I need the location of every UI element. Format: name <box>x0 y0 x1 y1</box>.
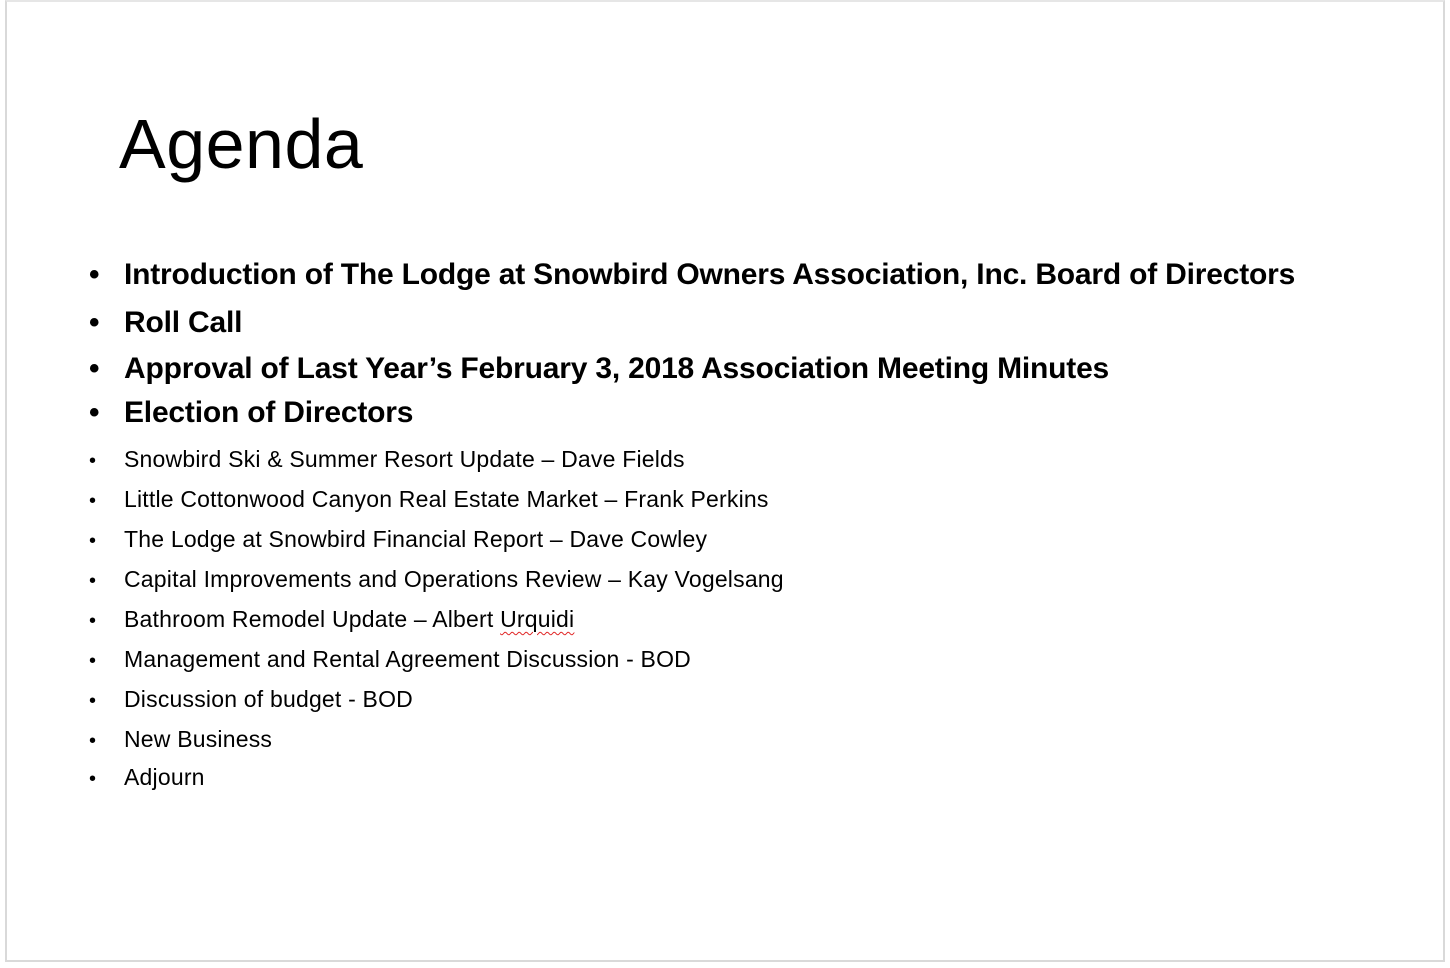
agenda-item-text: New Business <box>124 726 273 752</box>
bullet-icon: • <box>89 396 100 429</box>
agenda-item-capital-improvements[interactable] <box>87 566 784 593</box>
agenda-item-text: Election of Directors <box>124 396 414 429</box>
bullet-icon: • <box>89 730 97 752</box>
agenda-item-text: Roll Call <box>124 306 243 339</box>
bullet-icon: • <box>89 450 97 472</box>
agenda-item-resort-update[interactable] <box>87 446 685 473</box>
agenda-item-approval-minutes[interactable] <box>87 352 1109 386</box>
bullet-icon: • <box>89 768 97 790</box>
agenda-item-text-prefix: Bathroom Remodel Update – Albert <box>124 606 501 632</box>
bullet-icon: • <box>89 610 97 632</box>
slide-title[interactable]: Agenda <box>119 105 364 183</box>
agenda-item-text: Capital Improvements and Operations Review – Kay Vogelsang <box>124 566 784 592</box>
bullet-icon: • <box>89 570 97 592</box>
bullet-icon: • <box>89 530 97 552</box>
agenda-item-introduction[interactable] <box>87 258 1295 292</box>
bullet-icon: • <box>89 690 97 712</box>
agenda-item-management-rental[interactable] <box>87 646 691 673</box>
bullet-icon: • <box>89 306 100 339</box>
agenda-item-new-business[interactable] <box>87 726 272 753</box>
agenda-item-election[interactable] <box>87 396 413 430</box>
agenda-item-text: The Lodge at Snowbird Financial Report – Dave Cowley <box>124 526 708 552</box>
agenda-item-budget[interactable] <box>87 686 413 713</box>
agenda-item-text: Snowbird Ski & Summer Resort Update – Dave Fields <box>124 446 685 472</box>
agenda-item-text: Little Cottonwood Canyon Real Estate Market – Frank Perkins <box>124 486 769 512</box>
agenda-item-financial-report[interactable] <box>87 526 707 553</box>
agenda-item-text: Discussion of budget - BOD <box>124 686 413 712</box>
agenda-item-text: Adjourn <box>124 764 205 790</box>
agenda-item-text: Management and Rental Agreement Discussion - BOD <box>124 646 691 672</box>
slide <box>5 0 1445 962</box>
bullet-icon: • <box>89 352 100 385</box>
agenda-item-text: Introduction of The Lodge at Snowbird Owners Association, Inc. Board of Directors <box>124 258 1296 291</box>
spellcheck-flagged-word[interactable]: Urquidi <box>500 606 575 632</box>
agenda-item-bathroom-remodel[interactable] <box>87 606 574 633</box>
bullet-icon: • <box>89 490 97 512</box>
bullet-icon: • <box>89 258 100 291</box>
agenda-item-text: Approval of Last Year’s February 3, 2018 Association Meeting Minutes <box>124 352 1110 385</box>
agenda-item-roll-call[interactable] <box>87 306 242 340</box>
bullet-icon: • <box>89 650 97 672</box>
agenda-item-text <box>124 606 574 633</box>
agenda-item-adjourn[interactable] <box>87 764 205 791</box>
agenda-item-real-estate[interactable] <box>87 486 769 513</box>
